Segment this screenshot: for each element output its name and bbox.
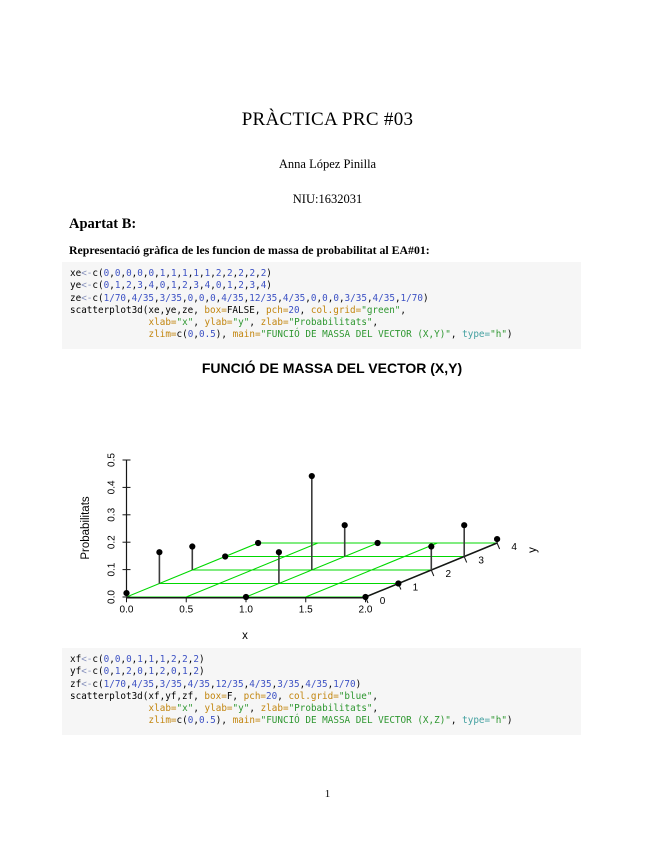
scatterplot3d-chart [60, 430, 600, 660]
data-point [375, 540, 381, 546]
data-point [461, 522, 467, 528]
code-line: xlab="x", ylab="y", zlab="Probabilitats", [148, 317, 379, 329]
code-line: scatterplot3d(xf,yf,zf, box=F, pch=20, col.grid="blue", [70, 690, 379, 702]
document-title: PRÀCTICA PRC #03 [241, 109, 414, 130]
y-tick-label: 1 [412, 582, 419, 594]
y-tick-label: 0 [379, 596, 386, 607]
data-point [222, 553, 228, 559]
data-point [342, 522, 348, 528]
data-point [309, 473, 315, 479]
z-tick-label: 0.0 [106, 590, 118, 604]
y-axis-label: y [527, 547, 539, 553]
code-line: xe<-c(0,0,0,0,0,1,1,1,1,1,2,2,2,2,2) [70, 268, 272, 279]
code-line: xf<-c(0,0,0,1,1,1,2,2,2) [70, 654, 205, 665]
x-axis-label: x [242, 630, 248, 642]
data-point [428, 543, 434, 549]
x-tick-label: 1.5 [298, 604, 313, 616]
code-line: scatterplot3d(xe,ye,ze, box=FALSE, pch=20, col.grid="green", [70, 304, 407, 316]
code-line: zlim=c(0,0.5), main="FUNCIÓ DE MASSA DEL VECTOR (X,Y)", type="h") [148, 329, 513, 341]
data-point [255, 540, 261, 546]
y-tick [497, 543, 500, 549]
x-tick-label: 1.0 [239, 604, 253, 616]
x-tick-label: 0.0 [119, 604, 134, 616]
code-line: zf<-c(1/70,4/35,3/35,4/35,12/35,4/35,3/35,4/35,1/70) [70, 678, 362, 690]
z-tick-label: 0.3 [106, 507, 118, 522]
chart-title: FUNCIÓ DE MASSA DEL VECTOR (X,Y) [201, 360, 463, 376]
code-line: ze<-c(1/70,4/35,3/35,0,0,0,4/35,12/35,4/35,0,0,0,3/35,4/35,1/70) [70, 292, 429, 304]
code-line: zlim=c(0,0.5), main="FUNCIÓ DE MASSA DEL VECTOR (X,Z)", type="h") [148, 715, 513, 727]
y-tick [464, 557, 467, 563]
figure-description-heading: Representació gràfica de les funcion de massa de probabilitat al EA#01: [69, 243, 430, 257]
z-tick-label: 0.2 [106, 535, 118, 550]
z-axis-label: Probabilitats [80, 496, 92, 560]
y-tick-label: 2 [445, 569, 452, 580]
code-line: ye<-c(0,1,2,3,4,0,1,2,3,4,0,1,2,3,4) [70, 280, 272, 292]
data-point [494, 536, 500, 542]
data-point [395, 580, 401, 586]
code-line: yf<-c(0,1,2,0,1,2,0,1,2) [70, 666, 205, 678]
author-name: Anna López Pinilla [278, 157, 377, 171]
data-point [189, 543, 195, 549]
r-code-block-2 [62, 648, 581, 735]
y-tick-label: 4 [511, 542, 517, 553]
y-tick [431, 570, 434, 576]
r-code-block-1 [62, 262, 581, 349]
data-point [156, 549, 162, 555]
data-point [123, 590, 129, 596]
student-niu: NIU:1632031 [292, 192, 363, 206]
y-tick-label: 3 [478, 555, 484, 567]
data-point [243, 594, 249, 600]
z-tick-label: 0.1 [106, 562, 118, 577]
code-line: xlab="x", ylab="y", zlab="Probabilitats", [148, 703, 379, 715]
data-point [362, 594, 368, 600]
section-heading: Apartat B: [69, 216, 137, 232]
z-tick-label: 0.4 [106, 480, 118, 495]
z-tick-label: 0.5 [106, 453, 118, 467]
x-tick-label: 0.5 [179, 604, 194, 616]
data-point [276, 549, 282, 555]
x-tick-label: 2.0 [358, 604, 373, 616]
page-number: 1 [324, 788, 331, 800]
